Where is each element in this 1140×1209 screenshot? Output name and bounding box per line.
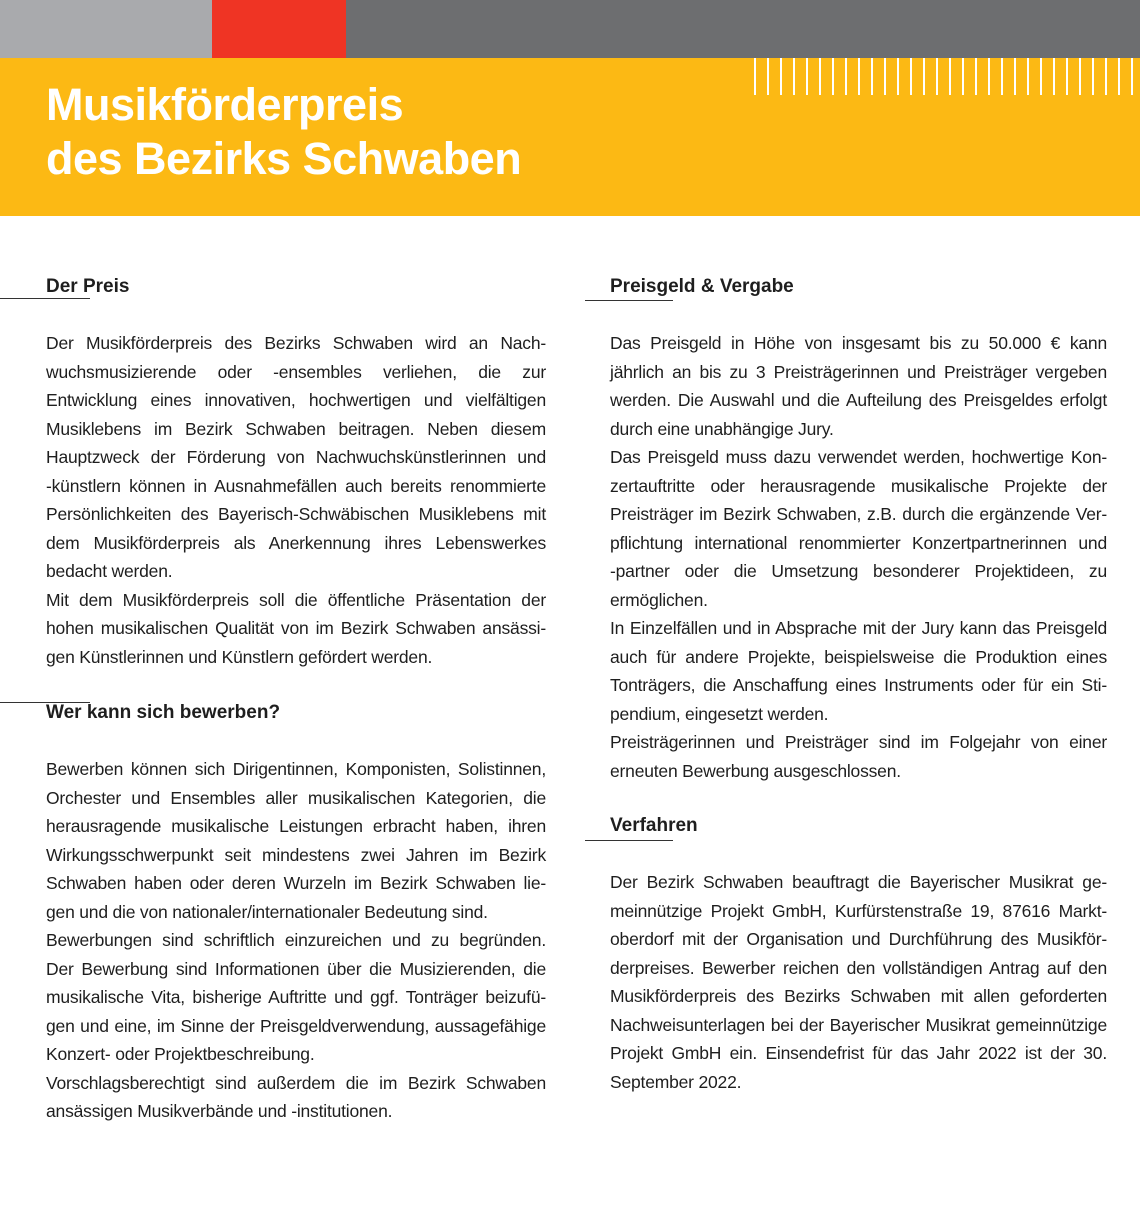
header-bar-red [212,0,346,58]
text-line: herausragende musikalische Leistungen erbracht haben, ihren [46,816,546,836]
text-line: werden. Die Auswahl und die Aufteilung des Preisgeldes erfolgt [610,390,1107,410]
title-line-2: des Bezirks Schwaben [46,133,522,184]
section-heading: Preisgeld & Vergabe [610,276,794,297]
text-line: pflichtung international renommierter Konzertpartnerinnen und [610,532,1107,553]
header-bar-grey-light [0,0,212,58]
text-line: pendium, eingesetzt werden. [610,703,829,724]
section-body [46,329,546,671]
text-line: Musiklebens im Bezirk Schwaben beitragen. Neben diesem [46,418,546,439]
paragraph [610,614,1107,728]
text-line: erneuten Bewerbung ausgeschlossen. [610,760,901,781]
page-title [46,78,521,186]
paragraph [46,926,546,1069]
section-body [610,329,1107,785]
text-line: Entwicklung eines innovativen, hochwertigen und vielfältigen [46,390,546,410]
text-line: Das Preisgeld muss dazu verwendet werden, hochwertige Kon- [610,447,1107,467]
paragraph [610,443,1107,614]
text-line: bedacht werden. [46,561,173,581]
text-line: -künstlern können in Ausnahmefällen auch bereits renommierte [46,475,546,496]
text-line: Nachweisunterlagen bei der Bayerischer Musikrat gemeinnützige [610,1014,1107,1035]
text-line: gen und die von nationaler/internationaler Bedeutung sind. [46,901,488,922]
text-line: Schwaben haben oder deren Wurzeln im Bezirk Schwaben lie- [46,873,546,893]
text-line: auch für andere Projekte, beispielsweise die Produktion eines [610,646,1107,667]
paragraph [610,868,1107,1096]
text-line: ermöglichen. [610,589,708,610]
section-wer-kann-sich-bewerben [46,699,546,1126]
text-line: Bewerbungen sind schriftlich einzureichen und zu begründen. [46,930,546,950]
text-line: Wirkungsschwerpunkt seit mindestens zwei Jahren im Bezirk [46,844,546,865]
section-heading: Verfahren [610,815,698,836]
text-line: Preisträgerinnen und Preisträger sind im Folgejahr von einer [610,732,1107,752]
text-line: -partner oder die Umsetzung besonderer Projektideen, zu [610,561,1107,581]
text-line: oberdorf mit der Organisation und Durchführung des Musikför- [610,929,1107,949]
text-line: durch eine unabhängige Jury. [610,418,834,439]
paragraph [46,755,546,926]
text-line: Preisträger im Bezirk Schwaben, z.B. durch die ergänzende Ver- [610,504,1107,524]
text-line: musikalische Vita, bisherige Auftritte und ggf. Tonträger beizufü- [46,987,546,1007]
title-line-1: Musikförderpreis [46,79,404,130]
text-line: zertauftritte oder herausragende musikalische Projekte der [610,475,1107,496]
text-line: jährlich an bis zu 3 Preisträgerinnen und Preisträger vergeben [610,361,1107,382]
text-line: gen Künstlerinnen und Künstlern gefördert werden. [46,646,433,667]
text-line: Der Bewerbung sind Informationen über die Musizierenden, die [46,958,546,979]
section-heading: Wer kann sich bewerben? [46,702,281,723]
paragraph [46,586,546,672]
text-line: Das Preisgeld in Höhe von insgesamt bis zu 50.000 € kann [610,333,1107,353]
text-line: Vorschlagsberechtigt sind außerdem die im Bezirk Schwaben [46,1072,546,1093]
section-verfahren [610,812,1107,1096]
text-line: hohen musikalischen Qualität von im Bezirk Schwaben ansässi- [46,618,546,638]
text-line: ansässigen Musikverbände und -institutionen. [46,1101,393,1121]
text-line: wuchsmusizierende oder -ensembles verliehen, die zur [46,361,546,382]
section-heading: Der Preis [46,276,130,297]
text-line: dem Musikförderpreis als Anerkennung ihres Lebenswerkes [46,532,546,553]
text-line: Musikförderpreis des Bezirks Schwaben mit allen geforderten [610,986,1107,1006]
section-body [610,868,1107,1096]
paragraph [46,329,546,586]
text-line: Konzert- oder Projektbeschreibung. [46,1044,315,1064]
section-body [46,755,546,1126]
text-line: Tonträgers, die Anschaffung eines Instruments oder für ein Sti- [610,675,1107,695]
text-line: Persönlichkeiten des Bayerisch-Schwäbischen Musiklebens mit [46,504,546,524]
text-line: Projekt GmbH ein. Einsendefrist für das Jahr 2022 ist der 30. [610,1043,1107,1063]
text-line: Mit dem Musikförderpreis soll die öffentliche Präsentation der [46,589,546,610]
text-line: Der Bezirk Schwaben beauftragt die Bayerischer Musikrat ge- [610,872,1107,892]
text-line: Bewerben können sich Dirigentinnen, Komponisten, Solistinnen, [46,759,546,779]
text-line: Der Musikförderpreis des Bezirks Schwaben wird an Nach- [46,333,546,353]
paragraph [610,728,1107,785]
text-line: gen und eine, im Sinne der Preisgeldverwendung, aussagefähige [46,1015,546,1036]
paragraph [610,329,1107,443]
text-line: September 2022. [610,1071,742,1092]
section-der-preis [46,273,546,671]
paragraph [46,1069,546,1126]
decorative-stripes [754,58,1140,95]
text-line: derpreises. Bewerber reichen den vollständigen Antrag auf den [610,957,1107,978]
text-line: Hauptzweck der Förderung von Nachwuchskünstlerinnen und [46,447,546,467]
text-line: In Einzelfällen und in Absprache mit der Jury kann das Preisgeld [610,618,1107,638]
text-line: meinnützige Projekt GmbH, Kurfürstenstraße 19, 87616 Markt- [610,900,1107,921]
header-bar-grey-dark [346,0,1140,58]
text-line: Orchester und Ensembles aller musikalischen Kategorien, die [46,787,546,808]
section-preisgeld-vergabe [610,273,1107,785]
